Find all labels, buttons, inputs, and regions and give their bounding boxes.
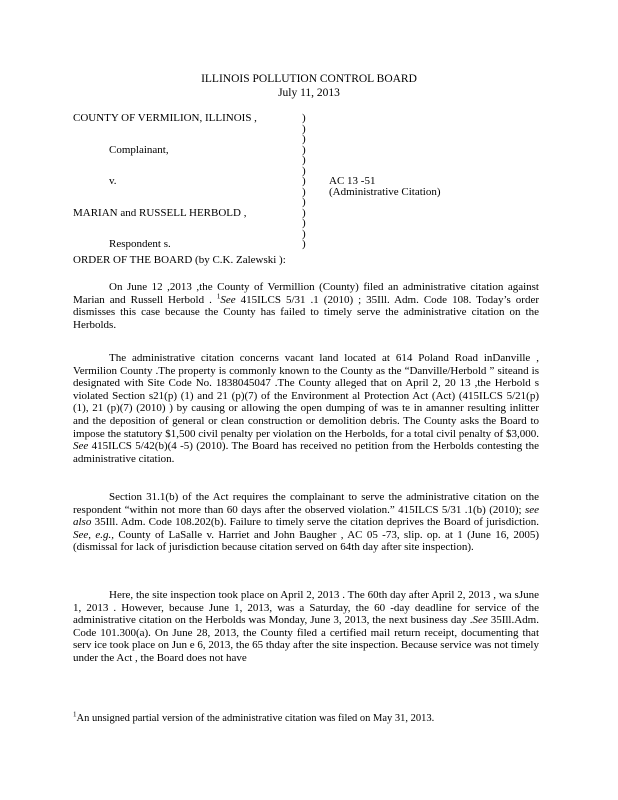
petitioner-name: COUNTY OF VERMILION, ILLINOIS , [73, 112, 257, 124]
footnote-text: An unsigned partial version of the administrative citation was filed on May 31, 2013. [76, 713, 435, 724]
caption-paren: ) [302, 206, 306, 219]
caption-paren: ) [302, 143, 306, 156]
caption-paren: ) [302, 122, 306, 135]
caption-paren: ) [302, 196, 306, 208]
order-date: July 11, 2013 [278, 87, 340, 99]
caption-paren: ) [302, 164, 306, 177]
case-caption [73, 114, 553, 251]
order-heading: ORDER OF THE BOARD (by C.K. Zalewski ): [73, 254, 286, 266]
footnote-mark: 1 [73, 710, 77, 719]
paragraph-legal-standard: Section 31.1(b) of the Act requires the complainant to serve the administrative citation on the respondent “within not more than 60 days after the observed violation.” 415ILCS 5/31 .1(b) (2010); see also 35Ill. Adm. Code 108.202(b). Failure to timely serve the citation deprives the Board of jurisdiction. See, e.g., County of LaSalle v. Harriet and John Baugher , AC 05 -73, slip. op. at 1 (June 16, 2005) (dismissal for lack of jurisdiction because citation served on 64th day after site inspection). [73, 491, 539, 554]
respondent-names: MARIAN and RUSSELL HERBOLD , [73, 206, 247, 219]
board-name: ILLINOIS POLLUTION CONTROL BOARD [201, 73, 417, 85]
footnote-ref: 1 [216, 291, 221, 300]
footnote [73, 712, 539, 725]
docket-type: (Administrative Citation) [329, 185, 441, 198]
caption-paren: ) [302, 112, 306, 124]
complainant-label: Complainant, [109, 143, 169, 156]
caption-paren: ) [302, 185, 306, 198]
versus-label: v. [109, 175, 117, 187]
paragraph-citation-details: The administrative citation concerns vacant land located at 614 Poland Road inDanville , Vermilion County .The property is commonly known to the County as the “Danville/Herbold ” siteand is designated with Site Code No. 1838045047 .The County alleged that on April 2, 20 13 ,the Herbold s violated Section s21(p) (1) and 21 (p)(7) of the Environment al Protection Act (Act) (415ILCS 5/21(p)(1), 21 (p)(7) (2010) ) by causing or allowing the open dumping of was te in amanner resulting inlitter and the deposition of general or clean construction or demolition debris. The County asks the Board to impose the statutory $1,500 civil penalty per violation on the Herbolds, for a total civil penalty of $3,000. See 415ILCS 5/42(b)(4 -5) (2010). The Board has received no petition from the Herbolds contesting the administrative citation. [73, 352, 539, 465]
caption-paren: ) [302, 227, 306, 240]
respondent-label: Respondent s. [109, 238, 171, 250]
caption-paren: ) [302, 238, 306, 250]
caption-paren: ) [302, 217, 306, 229]
paragraph-intro: On June 12 ,2013 ,the County of Vermillion (County) filed an administrative citation against Marian and Russell Herbold . $^1$See 415ILCS 5/31 .1 (2010) ; 35Ill. Adm. Code 108. Today’s order dismisses this case because the County has failed to timely serve the administrative citation on the Herbolds. [73, 281, 540, 331]
caption-paren: ) [302, 133, 306, 145]
docket-number: AC 13 -51 [329, 175, 376, 187]
paragraph-analysis: Here, the site inspection took place on April 2, 2013 . The 60th day after April 2, 2013 , wa sJune 1, 2013 . However, because June 1, 2013, was a Saturday, the 60 -day deadline for service of the administrative citation on the Herbolds was Monday, June 3, 2013, the next business day .See 35Ill.Adm. Code 101.300(a). On June 28, 2013, the County filed a certified mail return receipt, documenting that serv ice took place on Jun e 6, 2013, the 65 thday after the site inspection. Because service was not timely under the Act , the Board does not have [73, 589, 539, 664]
caption-paren: ) [302, 154, 306, 166]
caption-paren: ) [302, 175, 306, 187]
